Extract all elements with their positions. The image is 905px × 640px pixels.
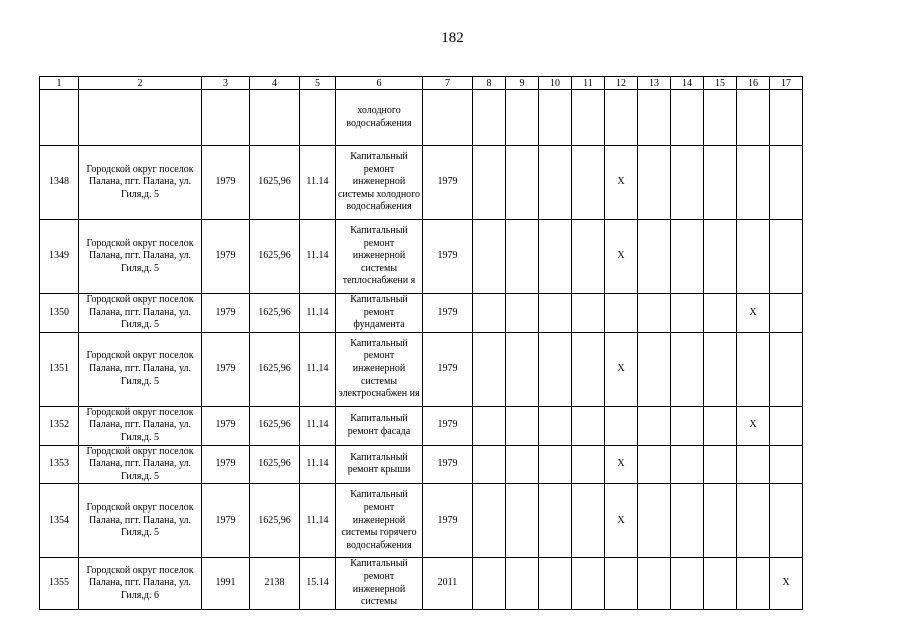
mark-cell <box>572 90 605 146</box>
column-header: 13 <box>638 77 671 90</box>
table-row <box>40 558 803 609</box>
mark-cell <box>704 484 737 558</box>
address-cell <box>79 90 202 146</box>
mark-cell <box>605 406 638 445</box>
column-header: 8 <box>473 77 506 90</box>
row-number-cell: 1353 <box>40 445 79 484</box>
address-cell: Городской округ поселок Палана, пгт. Палана, ул. Гиля,д. 5 <box>79 146 202 220</box>
mark-cell <box>539 220 572 294</box>
mark-cell <box>770 220 803 294</box>
mark-cell <box>473 445 506 484</box>
year-built-cell: 1991 <box>202 558 250 609</box>
work-type-cell: Капитальный ремонт инженерной системы <box>336 558 423 609</box>
mark-cell <box>572 558 605 609</box>
mark-cell <box>638 332 671 406</box>
mark-cell: X <box>605 445 638 484</box>
mark-cell: X <box>605 484 638 558</box>
repair-schedule-table <box>39 76 803 610</box>
mark-cell <box>473 558 506 609</box>
mark-cell <box>770 90 803 146</box>
mark-cell <box>704 406 737 445</box>
row-number-cell <box>40 90 79 146</box>
mark-cell <box>506 484 539 558</box>
table-row <box>40 294 803 333</box>
address-cell: Городской округ поселок Палана, пгт. Палана, ул. Гиля,д. 5 <box>79 294 202 333</box>
column-header: 5 <box>300 77 336 90</box>
mark-cell <box>671 220 704 294</box>
mark-cell <box>671 90 704 146</box>
area-cell <box>250 90 300 146</box>
mark-cell <box>638 445 671 484</box>
mark-cell <box>737 558 770 609</box>
area-cell: 1625,96 <box>250 406 300 445</box>
mark-cell <box>671 332 704 406</box>
row-number-cell: 1352 <box>40 406 79 445</box>
area-cell: 1625,96 <box>250 332 300 406</box>
mark-cell <box>737 90 770 146</box>
mark-cell <box>473 484 506 558</box>
area-cell: 1625,96 <box>250 220 300 294</box>
address-cell: Городской округ поселок Палана, пгт. Палана, ул. Гиля,д. 5 <box>79 332 202 406</box>
code-cell: 11.14 <box>300 406 336 445</box>
mark-cell <box>605 294 638 333</box>
area-cell: 1625,96 <box>250 294 300 333</box>
mark-cell <box>770 146 803 220</box>
mark-cell <box>506 146 539 220</box>
address-cell: Городской округ поселок Палана, пгт. Палана, ул. Гиля,д. 5 <box>79 220 202 294</box>
mark-cell <box>605 558 638 609</box>
year-built-cell: 1979 <box>202 445 250 484</box>
column-header: 2 <box>79 77 202 90</box>
mark-cell <box>506 220 539 294</box>
mark-cell <box>638 146 671 220</box>
mark-cell <box>704 445 737 484</box>
area-cell: 1625,96 <box>250 484 300 558</box>
mark-cell <box>539 558 572 609</box>
table-row <box>40 90 803 146</box>
mark-cell <box>638 558 671 609</box>
mark-cell <box>737 484 770 558</box>
address-cell: Городской округ поселок Палана, пгт. Палана, ул. Гиля,д. 5 <box>79 445 202 484</box>
mark-cell <box>671 484 704 558</box>
year-built-cell: 1979 <box>202 294 250 333</box>
mark-cell <box>704 332 737 406</box>
mark-cell <box>539 146 572 220</box>
column-header: 4 <box>250 77 300 90</box>
year-cell: 2011 <box>423 558 473 609</box>
mark-cell <box>770 445 803 484</box>
mark-cell <box>539 90 572 146</box>
mark-cell <box>671 445 704 484</box>
mark-cell: X <box>605 220 638 294</box>
mark-cell <box>737 220 770 294</box>
table-row <box>40 220 803 294</box>
column-header: 6 <box>336 77 423 90</box>
address-cell: Городской округ поселок Палана, пгт. Палана, ул. Гиля,д. 5 <box>79 406 202 445</box>
mark-cell <box>704 146 737 220</box>
mark-cell <box>638 220 671 294</box>
code-cell: 11.14 <box>300 146 336 220</box>
mark-cell <box>473 220 506 294</box>
mark-cell <box>473 332 506 406</box>
column-header: 3 <box>202 77 250 90</box>
mark-cell <box>671 294 704 333</box>
column-header: 17 <box>770 77 803 90</box>
mark-cell <box>704 220 737 294</box>
column-header: 9 <box>506 77 539 90</box>
column-number-row <box>40 77 803 90</box>
work-type-cell: Капитальный ремонт инженерной системы электроснабжен ия <box>336 332 423 406</box>
mark-cell <box>506 90 539 146</box>
year-cell: 1979 <box>423 484 473 558</box>
row-number-cell: 1351 <box>40 332 79 406</box>
table-row <box>40 406 803 445</box>
mark-cell: X <box>737 406 770 445</box>
table-body <box>40 90 803 610</box>
mark-cell <box>506 332 539 406</box>
year-cell: 1979 <box>423 294 473 333</box>
mark-cell <box>572 332 605 406</box>
mark-cell <box>572 484 605 558</box>
column-header: 11 <box>572 77 605 90</box>
mark-cell <box>506 406 539 445</box>
mark-cell <box>506 558 539 609</box>
mark-cell <box>704 294 737 333</box>
code-cell: 11.14 <box>300 332 336 406</box>
code-cell: 11.14 <box>300 484 336 558</box>
mark-cell <box>638 90 671 146</box>
code-cell: 11.14 <box>300 294 336 333</box>
mark-cell <box>671 558 704 609</box>
column-header: 15 <box>704 77 737 90</box>
year-cell <box>423 90 473 146</box>
mark-cell <box>638 484 671 558</box>
mark-cell: X <box>605 146 638 220</box>
mark-cell <box>572 294 605 333</box>
mark-cell <box>671 146 704 220</box>
mark-cell <box>572 445 605 484</box>
column-header: 12 <box>605 77 638 90</box>
mark-cell <box>539 445 572 484</box>
mark-cell <box>473 146 506 220</box>
mark-cell <box>539 484 572 558</box>
year-built-cell <box>202 90 250 146</box>
mark-cell <box>737 332 770 406</box>
mark-cell <box>473 294 506 333</box>
page-number: 182 <box>441 30 464 46</box>
year-built-cell: 1979 <box>202 484 250 558</box>
row-number-cell: 1349 <box>40 220 79 294</box>
row-number-cell: 1354 <box>40 484 79 558</box>
column-header: 7 <box>423 77 473 90</box>
area-cell: 2138 <box>250 558 300 609</box>
mark-cell <box>506 294 539 333</box>
mark-cell <box>539 406 572 445</box>
mark-cell <box>506 445 539 484</box>
year-built-cell: 1979 <box>202 406 250 445</box>
work-type-cell: Капитальный ремонт фасада <box>336 406 423 445</box>
address-cell: Городской округ поселок Палана, пгт. Палана, ул. Гиля,д. 6 <box>79 558 202 609</box>
year-cell: 1979 <box>423 406 473 445</box>
mark-cell: X <box>770 558 803 609</box>
mark-cell <box>737 146 770 220</box>
area-cell: 1625,96 <box>250 146 300 220</box>
mark-cell <box>572 220 605 294</box>
table-row <box>40 445 803 484</box>
row-number-cell: 1350 <box>40 294 79 333</box>
code-cell: 11.14 <box>300 445 336 484</box>
column-header: 1 <box>40 77 79 90</box>
mark-cell <box>770 406 803 445</box>
work-type-cell: Капитальный ремонт инженерной системы холодного водоснабжения <box>336 146 423 220</box>
mark-cell <box>737 445 770 484</box>
mark-cell: X <box>605 332 638 406</box>
year-cell: 1979 <box>423 146 473 220</box>
mark-cell <box>539 332 572 406</box>
work-type-cell: Капитальный ремонт инженерной системы теплоснабжени я <box>336 220 423 294</box>
table-row <box>40 146 803 220</box>
mark-cell <box>473 90 506 146</box>
year-cell: 1979 <box>423 445 473 484</box>
mark-cell <box>638 406 671 445</box>
mark-cell <box>605 90 638 146</box>
area-cell: 1625,96 <box>250 445 300 484</box>
mark-cell <box>473 406 506 445</box>
table-row <box>40 332 803 406</box>
column-header: 10 <box>539 77 572 90</box>
column-header: 14 <box>671 77 704 90</box>
mark-cell <box>572 406 605 445</box>
mark-cell <box>572 146 605 220</box>
mark-cell <box>638 294 671 333</box>
work-type-cell: Капитальный ремонт фундамента <box>336 294 423 333</box>
row-number-cell: 1355 <box>40 558 79 609</box>
work-type-cell: Капитальный ремонт крыши <box>336 445 423 484</box>
mark-cell <box>704 90 737 146</box>
code-cell: 15.14 <box>300 558 336 609</box>
year-cell: 1979 <box>423 332 473 406</box>
column-header: 16 <box>737 77 770 90</box>
mark-cell <box>770 484 803 558</box>
work-type-cell: Капитальный ремонт инженерной системы горячего водоснабжения <box>336 484 423 558</box>
year-cell: 1979 <box>423 220 473 294</box>
mark-cell <box>770 294 803 333</box>
work-type-cell: холодного водоснабжения <box>336 90 423 146</box>
code-cell <box>300 90 336 146</box>
year-built-cell: 1979 <box>202 146 250 220</box>
table-row <box>40 484 803 558</box>
address-cell: Городской округ поселок Палана, пгт. Палана, ул. Гиля,д. 5 <box>79 484 202 558</box>
year-built-cell: 1979 <box>202 220 250 294</box>
mark-cell: X <box>737 294 770 333</box>
mark-cell <box>671 406 704 445</box>
mark-cell <box>770 332 803 406</box>
row-number-cell: 1348 <box>40 146 79 220</box>
code-cell: 11.14 <box>300 220 336 294</box>
mark-cell <box>704 558 737 609</box>
mark-cell <box>539 294 572 333</box>
year-built-cell: 1979 <box>202 332 250 406</box>
